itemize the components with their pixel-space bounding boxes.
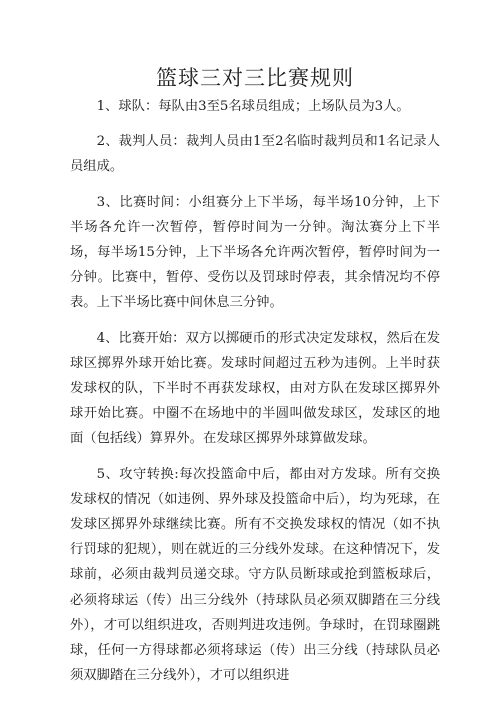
rule-paragraph-1: 1、球队：每队由3至5名球员组成；上场队员为3人。	[96, 99, 410, 114]
rule-paragraph-5: 5、攻守转换:每次投篮命中后，都由对方发球。所有交换发球权的情况（如违例、界外球及投篮命中后），均为死球，在发球区掷界外球继续比赛。所有不交换发球权的情况（如不执行罚球的犯规），则在就近的三分线外发球。在这种情况下，发球前，必须由裁判员递交球。守方队员断球或抢到篮板球后，必须将球运（传）出三分线外（持球队员必须双脚踏在三分线外），才可以组织进攻，否则判进攻违例。争球时，在罚球圈跳球，任何一方得球都必须将球运（传）出三分线（持球队员必须双脚踏在三分线外），才可以组织进	[70, 466, 440, 684]
rule-paragraph-4: 4、比赛开始：双方以掷硬币的形式决定发球权，然后在发球区掷界外球开始比赛。发球时间超过五秒为违例。上半时获发球权的队，下半时不再获发球权，由对方队在发球区掷界外球开始比赛。中圈不在场地中的半圆叫做发球区，发球区的地面（包括线）算界外。在发球区掷界外球算做发球。	[70, 330, 440, 447]
document-title: 篮球三对三比赛规则	[156, 66, 354, 90]
rule-paragraph-3: 3、比赛时间：小组赛分上下半场，每半场10分钟，上下半场各允许一次暂停，暂停时间为一分钟。淘汰赛分上下半场，每半场15分钟，上下半场各允许两次暂停，暂停时间为一分钟。比赛中，暂停、受伤以及罚球时停表，其余情况均不停表。上下半场比赛中间休息三分钟。	[70, 194, 440, 311]
rules-body	[70, 94, 440, 688]
rule-paragraph-2: 2、裁判人员：裁判人员由1至2名临时裁判员和1名记录人员组成。	[70, 134, 440, 175]
